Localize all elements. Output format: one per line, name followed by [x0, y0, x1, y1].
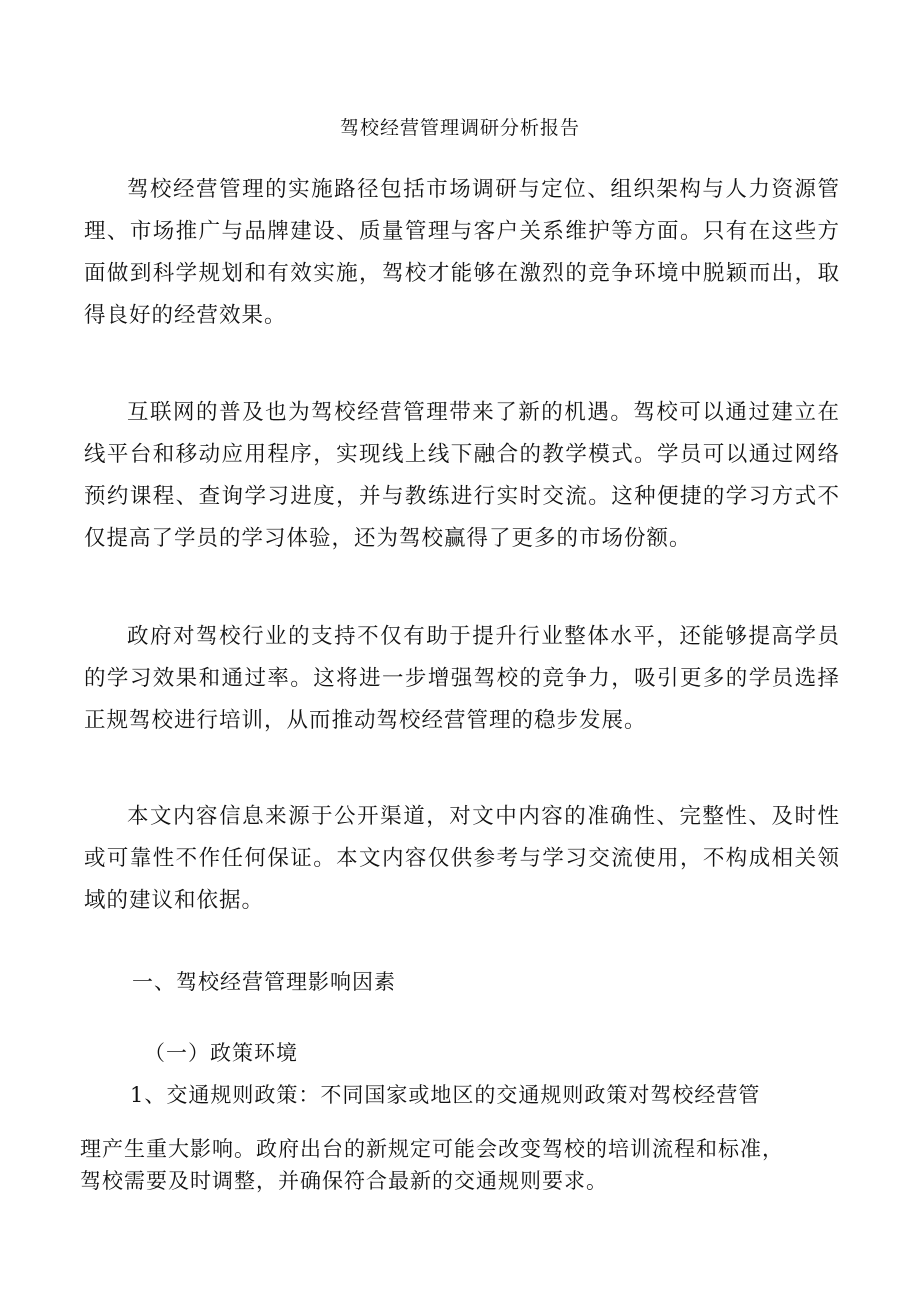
- list-item-continuation: [80, 1133, 840, 1197]
- list-item-continuation-line: 驾校需要及时调整，并确保符合最新的交通规则要求。: [80, 1169, 608, 1193]
- paragraph-implementation-path: 驾校经营管理的实施路径包括市场调研与定位、组织架构与人力资源管理、市场推广与品牌建设、质量管理与客户关系维护等方面。只有在这些方面做到科学规划和有效实施，驾校才能够在激烈的竞争环境中脱颖而出，取得良好的经营效果。: [84, 177, 840, 328]
- section-heading: 一、驾校经营管理影响因素: [132, 970, 396, 994]
- list-item-continuation-line: 理产生重大影响。政府出台的新规定可能会改变驾校的培训流程和标准，: [80, 1137, 784, 1161]
- list-item-first-line: 1、交通规则政策：不同国家或地区的交通规则政策对驾校经营管: [130, 1083, 761, 1107]
- subsection-heading: （一）政策环境: [144, 1041, 298, 1065]
- paragraph-government-support: 政府对驾校行业的支持不仅有助于提升行业整体水平，还能够提高学员的学习效果和通过率。这将进一步增强驾校的竞争力，吸引更多的学员选择正规驾校进行培训，从而推动驾校经营管理的稳步发展。: [84, 624, 840, 733]
- document-title: 驾校经营管理调研分析报告: [339, 117, 580, 139]
- paragraph-internet-opportunity: 互联网的普及也为驾校经营管理带来了新的机遇。驾校可以通过建立在线平台和移动应用程序，实现线上线下融合的教学模式。学员可以通过网络预约课程、查询学习进度，并与教练进行实时交流。这种便捷的学习方式不仅提高了学员的学习体验，还为驾校赢得了更多的市场份额。: [84, 400, 840, 551]
- paragraph-disclaimer: 本文内容信息来源于公开渠道，对文中内容的准确性、完整性、及时性或可靠性不作任何保证。本文内容仅供参考与学习交流使用，不构成相关领域的建议和依据。: [84, 804, 840, 913]
